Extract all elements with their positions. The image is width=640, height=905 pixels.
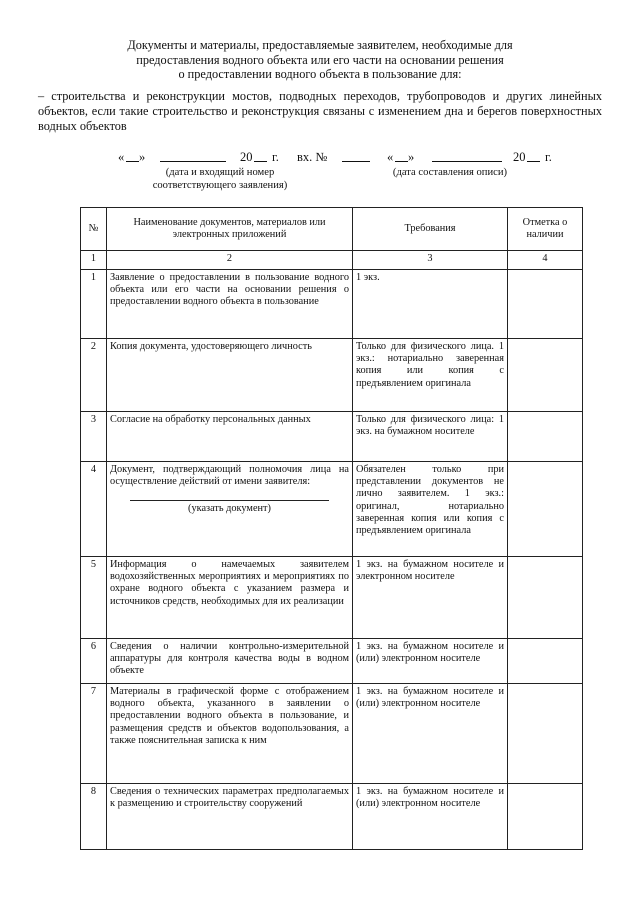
row-requirements: Только для физического лица. 1 экз.: нотариально заверенная копия или копия с предъявлением оригинала: [353, 339, 508, 412]
row-requirements: Только для физического лица: 1 экз. на бумажном носителе: [353, 412, 508, 462]
header-requirements: Требования: [353, 208, 508, 251]
row-requirements: 1 экз. на бумажном носителе и (или) электронном носителе: [353, 639, 508, 684]
row-number: 4: [81, 462, 107, 557]
row-mark-cell[interactable]: [508, 412, 583, 462]
row-number: 8: [81, 784, 107, 850]
row-document-name: Информация о намечаемых заявителем водохозяйственных мероприятиях и мероприятиях по охране водного объекта с указанием размера и источников средств, необходимых для их реализации: [107, 557, 353, 639]
row-document-name-cell: [107, 462, 353, 557]
year-prefix-right: 20: [513, 150, 526, 164]
row-document-note: (указать документ): [188, 503, 271, 515]
row-number: 5: [81, 557, 107, 639]
row-document-name: Материалы в графической форме с отображением водного объекта, указанного в заявлении о предоставлении водного объекта в пользование, и размещения средств и объектов водопользования, а также пояснительная записка к ним: [107, 684, 353, 784]
quote-open-left: «: [118, 150, 125, 164]
table-row: [81, 270, 583, 339]
quote-open-right: «: [387, 150, 394, 164]
column-number-1: 1: [81, 251, 107, 270]
table-row: [81, 339, 583, 412]
year-blank-right: [527, 150, 540, 166]
year-prefix-left: 20: [240, 150, 253, 164]
header-mark: Отметка о наличии: [508, 208, 583, 251]
row-requirements: 1 экз. на бумажном носителе и электронном носителе: [353, 557, 508, 639]
row-number: 6: [81, 639, 107, 684]
row-document-name: Согласие на обработку персональных данных: [107, 412, 353, 462]
column-number-2: 2: [107, 251, 353, 270]
caption-left: [130, 167, 310, 192]
table-row: [81, 639, 583, 684]
month-blank-left: [160, 150, 226, 166]
year-suffix-left: г.: [272, 150, 279, 164]
header-number: №: [81, 208, 107, 251]
document-heading: [38, 38, 602, 82]
purpose-text: – строительства и реконструкции мостов, подводных переходов, трубопроводов и других линейных объектов, если такие строительство и реконструкция связаны с изменением дна и берегов поверхностных водных объектов: [38, 89, 602, 133]
caption-left-line-2: соответствующего заявления): [152, 179, 288, 191]
row-number: 3: [81, 412, 107, 462]
column-number-3: 3: [353, 251, 508, 270]
quote-close-left: »: [139, 150, 146, 164]
row-mark-cell[interactable]: [508, 784, 583, 850]
quote-close-right: »: [408, 150, 415, 164]
row-document-name: Документ, подтверждающий полномочия лица на осуществление действий от имени заявителя:: [110, 464, 349, 488]
row-mark-cell[interactable]: [508, 639, 583, 684]
row-number: 1: [81, 270, 107, 339]
heading-line-3: о предоставлении водного объекта в пользование для:: [178, 67, 462, 82]
incoming-number-label: вх. №: [297, 150, 328, 164]
day-blank-left: [126, 150, 139, 166]
row-document-name: Копия документа, удостоверяющего личность: [107, 339, 353, 412]
column-number-4: 4: [508, 251, 583, 270]
table-row: [81, 462, 583, 557]
year-suffix-right: г.: [545, 150, 552, 164]
row-mark-cell[interactable]: [508, 557, 583, 639]
row-mark-cell[interactable]: [508, 462, 583, 557]
row-mark-cell[interactable]: [508, 339, 583, 412]
signature-line: [130, 500, 329, 501]
row-requirements: 1 экз. на бумажном носителе и (или) электронном носителе: [353, 684, 508, 784]
caption-right: (дата составления описи): [392, 167, 508, 178]
day-blank-right: [395, 150, 408, 166]
heading-line-1: Документы и материалы, предоставляемые заявителем, необходимые для: [127, 38, 513, 52]
row-requirements: 1 экз. на бумажном носителе и (или) электронном носителе: [353, 784, 508, 850]
row-requirements: 1 экз.: [353, 270, 508, 339]
year-blank-left: [254, 150, 267, 166]
column-numbers-row: [81, 251, 583, 270]
table-row: [81, 412, 583, 462]
row-number: 2: [81, 339, 107, 412]
row-mark-cell[interactable]: [508, 684, 583, 784]
caption-left-line-1: (дата и входящий номер: [165, 167, 275, 178]
row-document-name: Сведения о наличии контрольно-измерительной аппаратуры для контроля качества воды в водном объекте: [107, 639, 353, 684]
documents-table: [80, 207, 583, 850]
table-header-row: [81, 208, 583, 251]
table-row: [81, 784, 583, 850]
heading-line-2: предоставления водного объекта или его части на основании решения: [136, 52, 504, 67]
header-name: Наименование документов, материалов или электронных приложений: [107, 208, 353, 251]
row-document-name: Сведения о технических параметрах предполагаемых к размещению и строительству сооружений: [107, 784, 353, 850]
row-requirements: Обязателен только при представлении документов не лично заявителем. 1 экз.: оригинал, нотариально заверенная копия или копия с предъявлением оригинала: [353, 462, 508, 557]
row-mark-cell[interactable]: [508, 270, 583, 339]
row-number: 7: [81, 684, 107, 784]
month-blank-right: [432, 150, 502, 166]
incoming-number-blank: [342, 150, 370, 166]
table-row: [81, 684, 583, 784]
row-document-name: Заявление о предоставлении в пользование водного объекта или его части на основании решения о предоставлении водного объекта в пользование: [107, 270, 353, 339]
table-row: [81, 557, 583, 639]
